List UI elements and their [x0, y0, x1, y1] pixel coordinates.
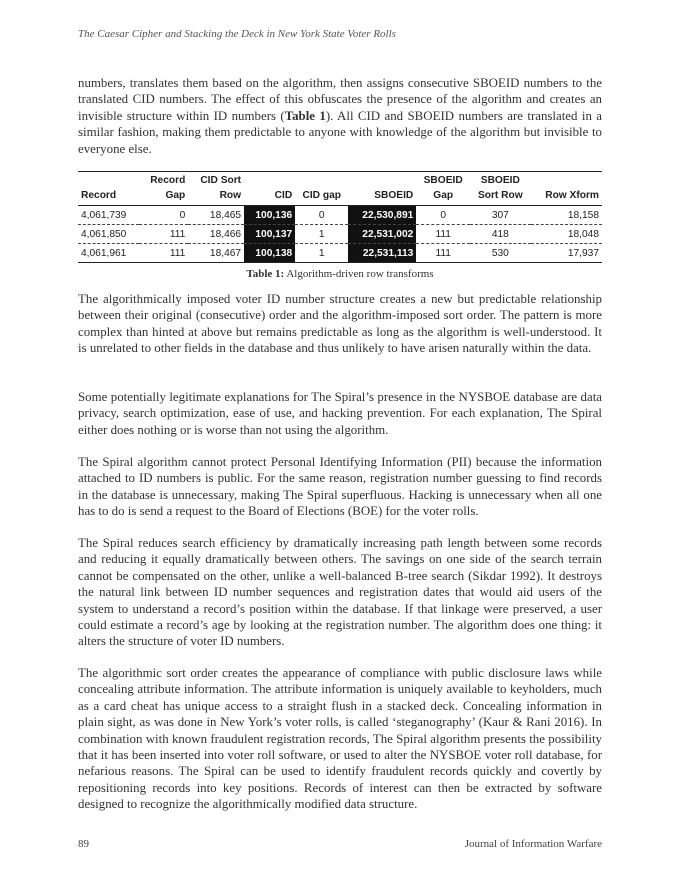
cell-sboeid-sort-row: 307 — [491, 209, 509, 221]
cell-sboeid: 22,531,002 — [348, 225, 416, 244]
cell-sboeid: 22,530,891 — [348, 206, 416, 225]
header-top-sboeid-sort-row: SBOEID — [470, 172, 531, 189]
cell-record: 4,061,961 — [81, 247, 127, 259]
body-paragraph-2: Some potentially legitimate explanations for The Spiral’s presence in the NYSBOE database are data privacy, search optimization, ease of use, and hacking prevention. For each explanation, The Spiral either does nothing or is worse than not using the algorithm. — [78, 390, 602, 437]
header-top-sboeid-gap: SBOEID — [416, 172, 470, 189]
header-top-cid — [244, 172, 295, 189]
table-reference: Table 1 — [284, 108, 326, 123]
cell-cid-gap: 1 — [318, 247, 325, 259]
header-top-row-xform — [531, 172, 602, 189]
body-paragraph-4: The Spiral reduces search efficiency by dramatically increasing path length between some records and reducing it equally dramatically between others. The savings on one side of the search terrain cannot be compensated on the other, unlike a well-balanced B-tree search (Sikdar 1992). It destroys the natural link between ID number sequences and registration dates that would aid users of the system to understand a record’s position within the database. If that linkage were preserved, a user could estimate a record’s age by looking at the registration number. The algorithm does one thing: it alters the structure of voter ID numbers. — [78, 536, 602, 649]
table-row — [78, 206, 602, 225]
cell-sboeid: 22,531,113 — [348, 244, 416, 263]
table-row — [78, 225, 602, 244]
header-record-gap: Gap — [139, 189, 188, 206]
header-row-xform: Row Xform — [531, 189, 602, 206]
cell-record: 4,061,739 — [81, 209, 127, 221]
running-header: The Caesar Cipher and Stacking the Deck in New York State Voter Rolls — [78, 28, 396, 40]
body-paragraph-5: The algorithmic sort order creates the appearance of compliance with public disclosure laws while concealing attribute information. The attribute information is uniquely available to keyholders, much as a card cheat has unique access to a straight flush in a stacked deck. Concealing information in plain sight, as was done in New York’s voter rolls, is called ‘steganography’ (Kaur & Rani 2016). In combination with known fraudulent registration records, The Spiral algorithm presents the possibility that it has been inserted into voter roll software, or used to alter the NYSBOE voter roll database, for nefarious reasons. The Spiral can be used to identify fraudulent records quickly and covertly by repositioning records into key positions. Records of interest can then be extracted by software designed to recognize the algorithmically modified data structure. — [78, 666, 602, 812]
cell-sboeid-gap: 0 — [440, 209, 447, 221]
table-caption — [78, 268, 602, 280]
cell-cid: 100,136 — [244, 206, 295, 225]
cell-sboeid-gap: 111 — [435, 228, 451, 240]
data-table — [78, 171, 602, 263]
intro-text-after: ). All CID and SBOEID numbers are translated in a similar fashion, making them predictable to anyone with knowledge of the algorithm but invisible to everyone else. — [78, 108, 602, 156]
table-caption-label: Table 1: — [246, 268, 285, 280]
header-sboeid: SBOEID — [348, 189, 416, 206]
header-top-record-gap: Record — [139, 172, 188, 189]
page-number: 89 — [78, 838, 89, 850]
table-row — [78, 244, 602, 263]
header-cid-sort-row: Row — [188, 189, 244, 206]
table-caption-text: Algorithm-driven row transforms — [284, 268, 434, 280]
cell-row-xform: 18,158 — [567, 209, 599, 221]
cell-cid-sort-row: 18,465 — [209, 209, 242, 221]
cell-cid: 100,138 — [244, 244, 295, 263]
header-top-record — [78, 172, 139, 189]
table-header-row-bottom — [78, 189, 602, 206]
header-top-cid-gap — [295, 172, 348, 189]
cell-record-gap: 111 — [169, 228, 186, 240]
cell-cid-gap: 1 — [318, 228, 325, 240]
header-sboeid-sort-row: Sort Row — [470, 189, 531, 206]
cell-record-gap: 111 — [169, 247, 186, 259]
table-container — [78, 171, 602, 280]
header-sboeid-gap: Gap — [416, 189, 470, 206]
header-cid: CID — [244, 189, 295, 206]
cell-cid-gap: 0 — [318, 209, 325, 221]
table-header-row-top — [78, 172, 602, 189]
cell-cid-sort-row: 18,467 — [209, 247, 242, 259]
cell-cid: 100,137 — [244, 225, 295, 244]
cell-sboeid-sort-row: 418 — [491, 228, 509, 240]
cell-cid-sort-row: 18,466 — [209, 228, 242, 240]
intro-paragraph — [78, 75, 602, 157]
cell-record: 4,061,850 — [81, 228, 127, 240]
body-paragraph-1: The algorithmically imposed voter ID number structure creates a new but predictable relationship between their original (consecutive) order and the algorithm-imposed sort order. The pattern is more complex than hinted at above but remains predictable as long as the algorithm is well-understood. It is unrelated to other fields in the database and thus unlikely to have arisen naturally within the data. — [78, 292, 602, 356]
cell-sboeid-gap: 111 — [435, 247, 451, 259]
cell-row-xform: 17,937 — [567, 247, 599, 259]
cell-record-gap: 0 — [179, 209, 186, 221]
header-cid-gap: CID gap — [295, 189, 348, 206]
intro-text-before: numbers, translates them based on the algorithm, then assigns consecutive SBOEID numbers to the translated CID numbers. The effect of this obfuscates the presence of the algorithm and creates an invisible structure within ID numbers ( — [78, 76, 602, 123]
cell-sboeid-sort-row: 530 — [491, 247, 509, 259]
cell-row-xform: 18,048 — [567, 228, 599, 240]
journal-name: Journal of Information Warfare — [464, 838, 602, 850]
header-top-cid-sort-row: CID Sort — [188, 172, 244, 189]
body-paragraph-3: The Spiral algorithm cannot protect Personal Identifying Information (PII) because the information attached to ID numbers is public. For the same reason, registration number guessing to find records in the database is unnecessary, making The Spiral superfluous. Hacking is unnecessary when all one has to do is send a request to the Board of Elections (BOE) for the voter rolls. — [78, 455, 602, 519]
header-record: Record — [78, 189, 139, 206]
header-top-sboeid — [348, 172, 416, 189]
